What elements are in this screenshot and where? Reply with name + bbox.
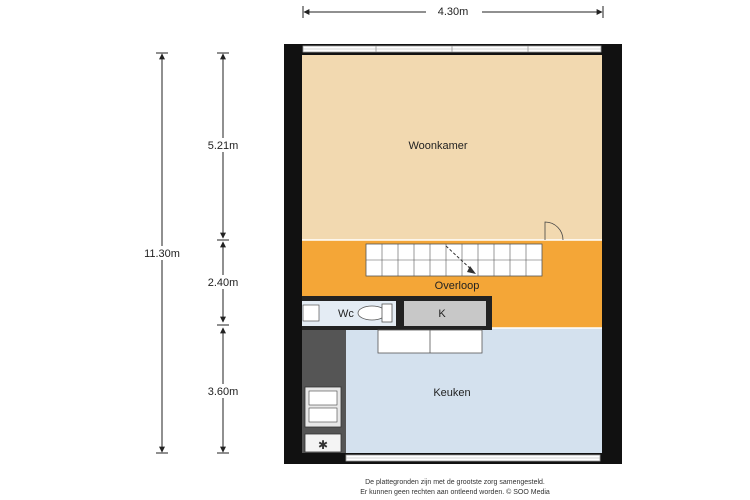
stove-icon: ✱: [317, 438, 329, 452]
width-dimension: [303, 4, 603, 18]
woonkamer-label: Woonkamer: [408, 140, 468, 152]
wc-label: Wc: [338, 308, 354, 320]
footer-disclaimer: [290, 478, 620, 498]
width-label: 4.30m: [437, 6, 469, 18]
segment-1-label: 5.21m: [207, 140, 239, 152]
total-height-dimension: [134, 53, 190, 453]
right-wall: [602, 44, 622, 464]
wc-sink: [303, 305, 319, 321]
kast-label: K: [438, 308, 446, 320]
footer-line-2: Er kunnen geen rechten aan ontleend worden. © SOO Media: [360, 489, 550, 496]
keuken-label: Keuken: [433, 387, 471, 399]
footer-line-1: De plattegronden zijn met de grootste zorg samengesteld.: [365, 479, 545, 486]
total-height-label: 11.30m: [144, 248, 180, 260]
segment-2-label: 2.40m: [207, 277, 239, 289]
segment-dimensions: [196, 53, 250, 453]
staircase: [366, 244, 542, 276]
overloop-label: Overloop: [434, 280, 480, 292]
segment-3-label: 3.60m: [207, 386, 239, 398]
left-wall: [284, 44, 302, 464]
